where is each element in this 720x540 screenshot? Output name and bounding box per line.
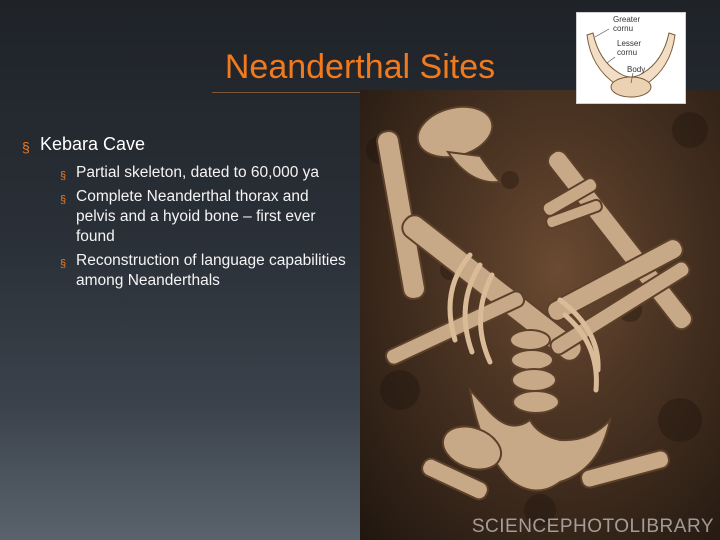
bullet-kebara-cave: [22, 133, 352, 155]
sub-bullet-skeleton: [60, 163, 352, 183]
lesser-cornu-label: Lesser cornu: [617, 39, 642, 57]
sub-bullet-text: Complete Neanderthal thorax and pelvis and a hyoid bone – first ever found: [76, 188, 316, 245]
sub-bullet-text: Partial skeleton, dated to 60,000 ya: [76, 164, 319, 181]
hyoid-diagram: [576, 12, 686, 104]
bullet-marker-icon: §: [60, 170, 67, 182]
sub-bullet-text: Reconstruction of language capabilities among Neanderthals: [76, 252, 346, 289]
bullet-marker-icon: §: [60, 194, 67, 206]
photo-watermark: SCIENCEPHOTOLIBRARY: [471, 516, 714, 537]
slide-title: Neanderthal Sites: [224, 48, 496, 86]
skeleton-photo: [360, 90, 720, 540]
bullet-text: Kebara Cave: [40, 134, 146, 154]
bullet-marker-icon: §: [60, 258, 67, 270]
skeleton-illustration: [360, 90, 720, 540]
sub-bullet-thorax: [60, 187, 352, 247]
greater-cornu-label: Greater cornu: [613, 15, 641, 33]
bullet-list: [22, 133, 352, 295]
body-label: Body: [627, 65, 646, 74]
sub-bullet-language: [60, 251, 352, 291]
bullet-marker-icon: §: [22, 139, 30, 155]
